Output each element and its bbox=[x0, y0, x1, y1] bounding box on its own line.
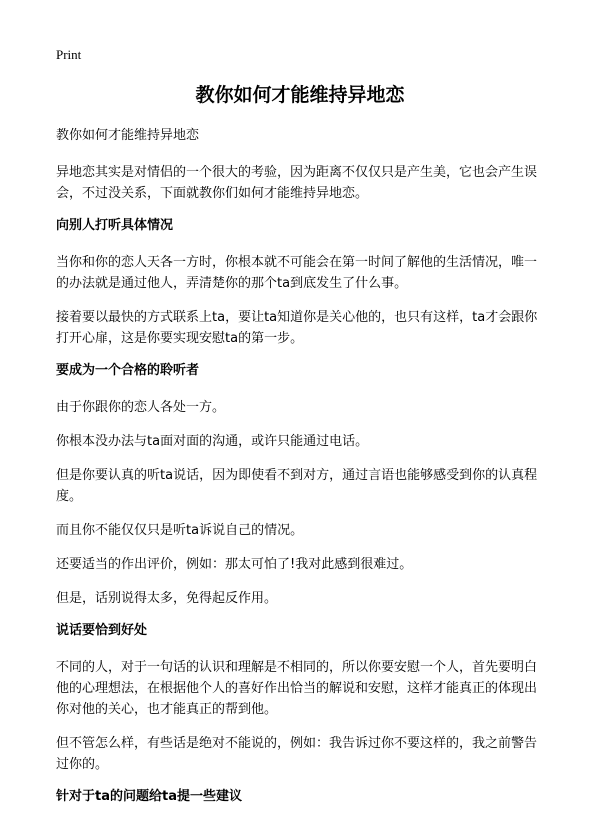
intro-paragraph: 异地恋其实是对情侣的一个很大的考验，因为距离不仅仅只是产生美，它也会产生误会，不过没关系，下面就教你们如何才能维持异地恋。 bbox=[56, 165, 538, 201]
article-subtitle: 教你如何才能维持异地恋 bbox=[56, 128, 200, 143]
paragraph: 由于你跟你的恋人各处一方。 bbox=[56, 400, 226, 415]
section-heading: 说话要恰到好处 bbox=[56, 623, 148, 638]
paragraph: 但是，话别说得太多，免得起反作用。 bbox=[56, 591, 278, 606]
paragraph: 但是你要认真的听ta说话，因为即使看不到对方，通过言语也能够感受到你的认真程度。 bbox=[56, 468, 538, 504]
paragraph: 但不管怎么样，有些话是绝对不能说的，例如：我告诉过你不要这样的，我之前警告过你的。 bbox=[56, 736, 538, 772]
paragraph: 你根本没办法与ta面对面的沟通，或许只能通过电话。 bbox=[56, 434, 369, 449]
print-link[interactable]: Print bbox=[56, 47, 82, 62]
page-title: 教你如何才能维持异地恋 bbox=[195, 84, 405, 106]
paragraph: 当你和你的恋人天各一方时，你根本就不可能会在第一时间了解他的生活情况，唯一的办法就是通过他人，弄清楚你的那个ta到底发生了什么事。 bbox=[56, 255, 538, 291]
paragraph: 接着要以最快的方式联系上ta，要让ta知道你是关心他的，也只有这样，ta才会跟你打开心扉，这是你要实现安慰ta的第一步。 bbox=[56, 310, 538, 346]
section-heading: 针对于ta的问题给ta提一些建议 bbox=[56, 789, 242, 804]
paragraph: 不同的人，对于一句话的认识和理解是不相同的，所以你要安慰一个人，首先要明白他的心理想法，在根据他个人的喜好作出恰当的解说和安慰，这样才能真正的体现出你对他的关心，也才能真正的帮到他。 bbox=[56, 660, 538, 717]
section-heading: 要成为一个合格的聆听者 bbox=[56, 363, 200, 378]
paragraph: 而且你不能仅仅只是听ta诉说自己的情况。 bbox=[56, 523, 304, 538]
paragraph: 还要适当的作出评价，例如：那太可怕了!我对此感到很难过。 bbox=[56, 557, 413, 572]
section-heading: 向别人打听具体情况 bbox=[56, 218, 174, 233]
